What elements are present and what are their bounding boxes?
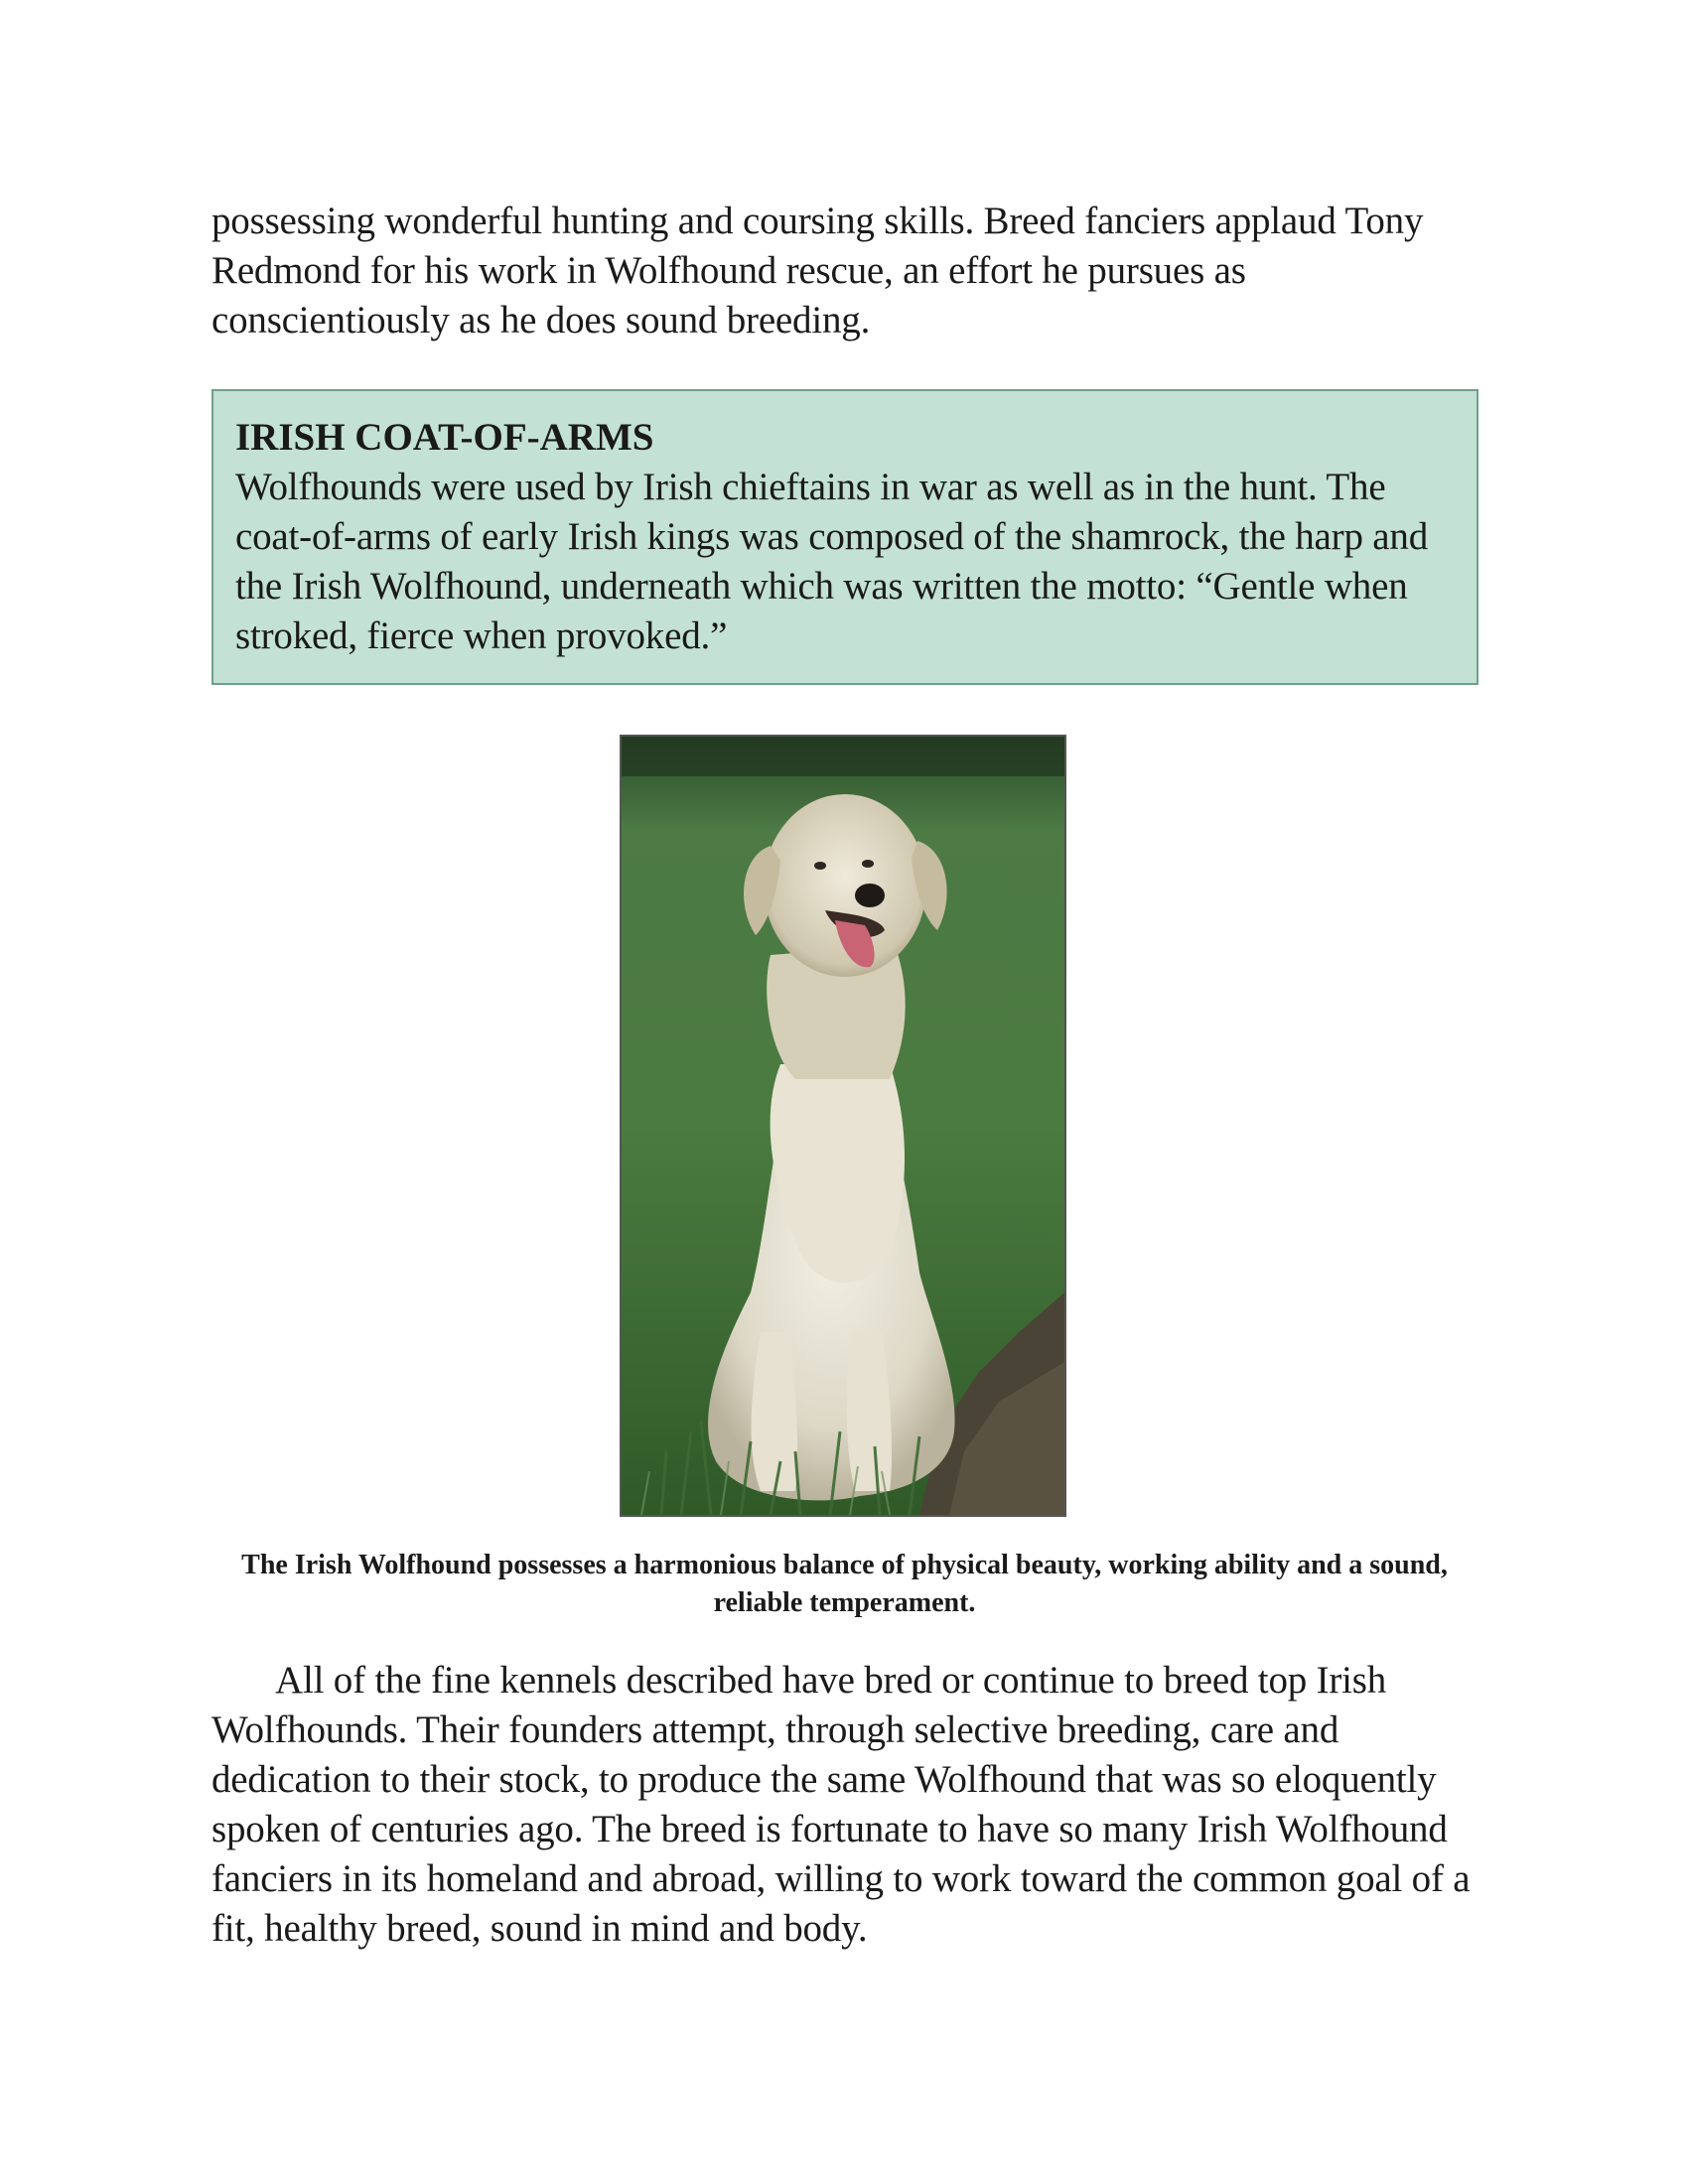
- sidebar-body: Wolfhounds were used by Irish chieftains in war as well as in the hunt. The coat-of-arms of early Irish kings was composed of the shamrock, the harp and the Irish Wolfhound, underneath which was written the motto: “Gentle when stroked, fierce when provoked.”: [235, 466, 1428, 657]
- sidebar-title: IRISH COAT-OF-ARMS: [235, 416, 654, 459]
- intro-paragraph: possessing wonderful hunting and coursing skills. Breed fanciers applaud Tony Redmond for his work in Wolfhound rescue, an effort he pursues as conscientiously as he does sound breeding.: [211, 200, 1424, 341]
- coat-of-arms-sidebar: [211, 389, 1478, 685]
- wolfhound-photo: [620, 735, 1066, 1517]
- closing-text-block: [211, 1656, 1477, 1954]
- closing-paragraph: All of the fine kennels described have bred or continue to breed top Irish Wolfhounds. Their founders attempt, through selective breeding, care and dedication to their stock, to produce the same Wolfhound that was so eloquently spoken of centuries ago. The breed is fortunate to have so many Irish Wolfhound fanciers in its homeland and abroad, willing to work toward the common goal of a fit, healthy breed, sound in mind and body.: [211, 1659, 1471, 1950]
- photo-caption: The Irish Wolfhound possesses a harmonious balance of physical beauty, working ability and a sound, reliable temperament.: [241, 1550, 1448, 1618]
- intro-text-block: [211, 197, 1477, 345]
- wolfhound-illustration: [622, 737, 1064, 1515]
